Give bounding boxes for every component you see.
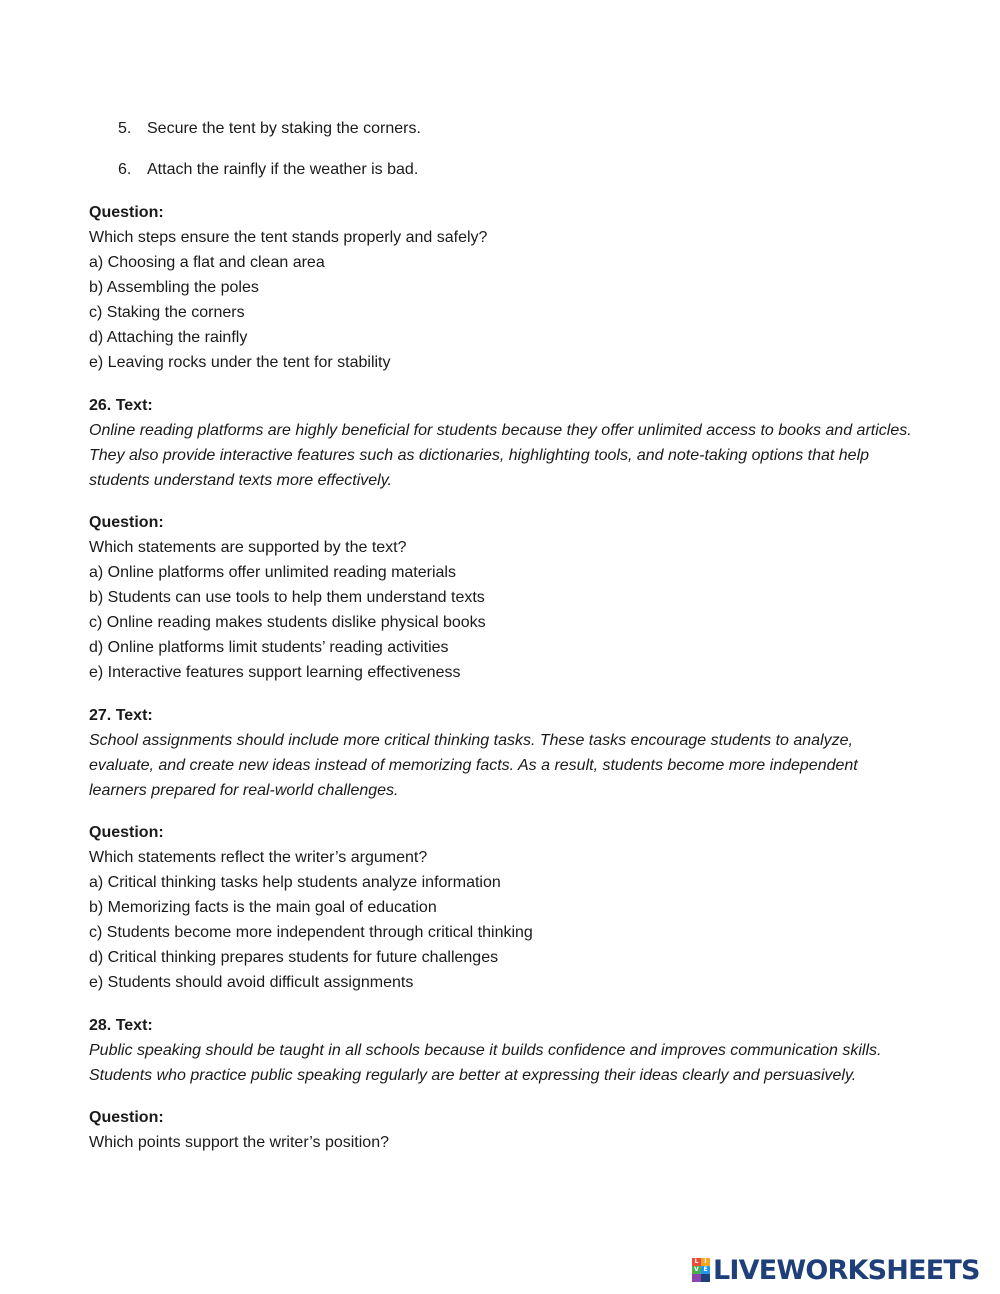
question-28 <box>89 1105 919 1155</box>
step-text: Secure the tent by staking the corners. <box>147 120 421 137</box>
answer-option[interactable]: a) Critical thinking tasks help students analyze information <box>89 874 501 891</box>
answer-option[interactable]: e) Interactive features support learning effectiveness <box>89 664 461 681</box>
logo-cell <box>692 1274 701 1282</box>
logo-grid-icon <box>692 1258 710 1282</box>
step-number: 5. <box>118 120 132 137</box>
question-prompt: Which steps ensure the tent stands properly and safely? <box>89 229 488 246</box>
text-27 <box>89 703 919 803</box>
answer-option[interactable]: a) Choosing a flat and clean area <box>89 254 325 271</box>
answer-option[interactable]: d) Attaching the rainfly <box>89 329 248 346</box>
text-26 <box>89 393 919 493</box>
step-item-6 <box>118 160 418 180</box>
brand-name: LIVEWORKSHEETS <box>713 1254 980 1286</box>
answer-option[interactable]: c) Online reading makes students dislike physical books <box>89 614 486 631</box>
answer-option[interactable]: e) Leaving rocks under the tent for stability <box>89 354 391 371</box>
text-passage: Public speaking should be taught in all schools because it builds confidence and improves communication skills. Students who practice public speaking regularly are better at expressing their ideas clearly and persuasively. <box>89 1042 882 1084</box>
answer-option[interactable]: d) Online platforms limit students’ reading activities <box>89 639 449 656</box>
text-title: 28. Text: <box>89 1017 153 1034</box>
question-label: Question: <box>89 204 164 221</box>
text-passage: Online reading platforms are highly beneficial for students because they offer unlimited access to books and articles. They also provide interactive features such as dictionaries, highlighting tools, and note-taking options that help students understand texts more effectively. <box>89 422 912 489</box>
question-label: Question: <box>89 824 164 841</box>
step-text: Attach the rainfly if the weather is bad. <box>147 161 419 178</box>
question-prompt: Which statements reflect the writer’s argument? <box>89 849 428 866</box>
answer-option[interactable]: d) Critical thinking prepares students for future challenges <box>89 949 499 966</box>
step-number: 6. <box>118 161 132 178</box>
logo-cell: E <box>701 1266 710 1274</box>
question-label: Question: <box>89 514 164 531</box>
logo-cell: L <box>692 1258 701 1266</box>
question-25 <box>89 200 919 375</box>
question-26 <box>89 510 919 685</box>
answer-option[interactable]: b) Students can use tools to help them understand texts <box>89 589 485 606</box>
answer-option[interactable]: c) Students become more independent through critical thinking <box>89 924 533 941</box>
answer-option[interactable]: b) Memorizing facts is the main goal of education <box>89 899 437 916</box>
answer-option[interactable]: e) Students should avoid difficult assignments <box>89 974 414 991</box>
text-title: 27. Text: <box>89 707 153 724</box>
liveworksheets-logo[interactable] <box>692 1256 980 1284</box>
text-28 <box>89 1013 919 1088</box>
answer-option[interactable]: c) Staking the corners <box>89 304 245 321</box>
question-label: Question: <box>89 1109 164 1126</box>
logo-cell: I <box>701 1258 710 1266</box>
logo-cell <box>701 1274 710 1282</box>
question-prompt: Which points support the writer’s position? <box>89 1134 389 1151</box>
text-passage: School assignments should include more critical thinking tasks. These tasks encourage students to analyze, evaluate, and create new ideas instead of memorizing facts. As a result, students become more independent learners prepared for real-world challenges. <box>89 732 858 799</box>
step-item-5 <box>118 119 421 139</box>
answer-option[interactable]: b) Assembling the poles <box>89 279 259 296</box>
text-title: 26. Text: <box>89 397 153 414</box>
question-prompt: Which statements are supported by the text? <box>89 539 407 556</box>
logo-cell: V <box>692 1266 701 1274</box>
answer-option[interactable]: a) Online platforms offer unlimited reading materials <box>89 564 456 581</box>
question-27 <box>89 820 919 995</box>
